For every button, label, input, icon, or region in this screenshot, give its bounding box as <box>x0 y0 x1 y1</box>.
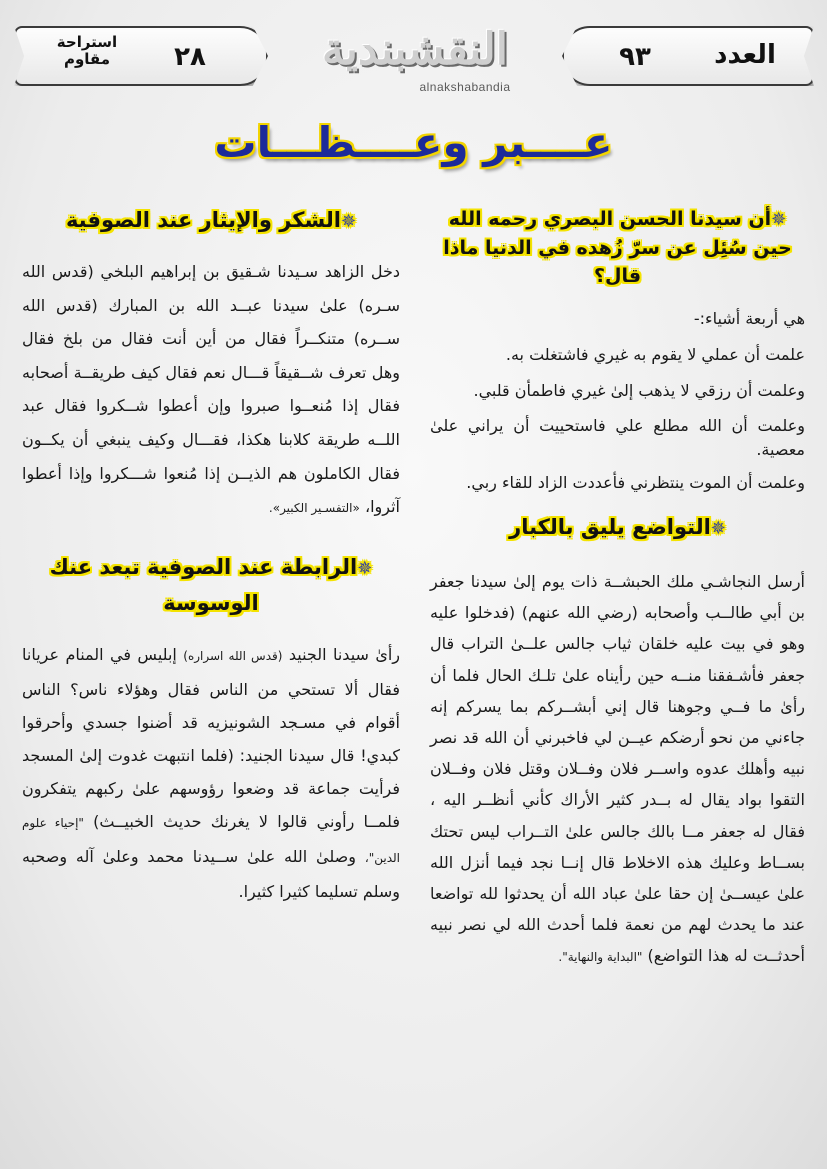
article-heading <box>430 512 805 544</box>
heading-text: التواضع يليق بالكبار <box>509 515 711 539</box>
article-heading <box>22 550 400 620</box>
section-label: استراحة مقاوم <box>56 33 118 68</box>
list-intro: هي أربعة أشياء:- <box>693 309 805 328</box>
issue-label: العدد <box>714 40 776 70</box>
page-title: عــــبر وعــــظـــات <box>214 118 613 167</box>
issue-number: ٩٣ <box>619 42 651 72</box>
list-item: وعلمت أن رزقي لا يذهب إلىٰ غيري فاطمأن قلبي. <box>473 381 805 400</box>
list-item: وعلمت أن الله مطلع علي فاستحييت أن يراني علىٰ معصية. <box>430 416 805 459</box>
article-paragraph <box>22 638 400 908</box>
star-icon: ✵ <box>710 518 726 539</box>
paragraph-text: رأىٰ سيدنا الجنيد <box>288 644 401 664</box>
list-item: علمت أن عملي لا يقوم به غيري فاشتغلت به. <box>505 345 805 364</box>
paragraph-text: وصلىٰ الله علىٰ ســيدنا محمد وعلىٰ آله وصحبه وسلم تسليما كثيرا كثيرا. <box>22 846 400 901</box>
heading-text: الرابطة عند الصوفية تبعد عنك الوسوسة <box>49 554 358 615</box>
paragraph-text: إبليس في المنام عريانا فقال ألا تستحي من الناس فقال وهؤلاء ناس؟ الناس أقوام في مسـجد الشونيزيه قد أضنوا جسدي وأحرقوا كبدي! قال سيدنا الجنيد: (فلما انتبهت غدوت إلىٰ المسجد فرأيت جماعة قد وضعوا رؤوسهم علىٰ ركبهم يتفكرون فلمــا رأوني قالوا لا يغرنك حديث الخبيــث) <box>22 644 400 831</box>
story-text: أرسل النجاشـي ملك الحبشــة ذات يوم إلىٰ سيدنا جعفر بن أبي طالــب وأصحابه (رضي الله عنهم) (فدخلوا عليه وهو في بيت عليه خلقان ثياب جالس علــىٰ التراب قال جعفر فأشـفقنا منــه حين رأيناه علىٰ تلـك الحال فلما أن رأىٰ ما فــي وجوهنا قال إني أبشــركم بما يسركم إنه جاءني من نحو أرضكم عيــن لي فاخبرني أن الله قد نصر نبيه وأهلك عدوه واســر فلان وفــلان وقتل فلان وفــلان التقوا بواد يقال له بــدر كثير الأراك كأني أنظــر اليه ، فقال له جعفر مــا بالك جالس علىٰ التــراب ليس تحتك بســاط وعليك هذه الاخلاط قال إنــا نجد فيما أنزل الله علىٰ عيســىٰ إن حقا علىٰ عباد الله أن يحدثوا لله تواضعا عند ما يحدث لهم من نعمة فلما أحدث الله لي نصر نبيه أحدثــت له هذا التواضع) <box>430 572 805 966</box>
star-icon: ✵ <box>340 211 357 232</box>
paragraph-text: دخل الزاهد سـيدنا شـقيق بن إبراهيم البلخي (قدس الله سـره) علىٰ سيدنا عبــد الله بن المبارك (قدس الله ســره) متنكــراً فقال من أين أنت فقال من بلخ فقال وهل تعرف شــقيقاً قـــال نعم فقال كيف طريقــة أصحابه فقال إذا مُنعــوا صبروا وإن أعطوا شــكروا فقال عبد اللــه طريقة كلابنا هكذا، فقـــال وكيف ينبغي أن يكــون فقال الكاملون هم الذيــن إذا مُنعوا شـــكروا وإذا أعطوا آثروا، <box>22 262 400 517</box>
star-icon: ✵ <box>771 209 787 230</box>
article-heading <box>430 205 805 290</box>
article-paragraph <box>22 255 400 526</box>
right-column <box>430 205 805 974</box>
logo-text: النقشبندية <box>322 24 508 75</box>
star-icon: ✵ <box>357 557 373 579</box>
story-paragraph <box>430 566 805 974</box>
logo-subtitle: alnakshabandia <box>419 80 511 94</box>
article-heading <box>22 205 400 237</box>
left-column <box>22 205 400 908</box>
magazine-logo <box>295 20 535 92</box>
source-citation: "البداية والنهاية". <box>558 950 643 965</box>
inline-note: (قدس الله اسراره) <box>183 648 283 663</box>
source-citation: «التفسـير الكبير». <box>268 501 360 516</box>
page-number: ٢٨ <box>174 42 206 72</box>
list-item: وعلمت أن الموت ينتظرني فأعددت الزاد للقاء ربي. <box>466 473 805 492</box>
heading-text: الشكر والإيثار عند الصوفية <box>65 208 341 232</box>
heading-text: أن سيدنا الحسن البصري رحمه الله حين سُئِل عن سرّ زُهده في الدنيا ماذا قال؟ <box>443 208 792 287</box>
source-citation: "إحياء علوم الدين"، <box>22 815 401 865</box>
